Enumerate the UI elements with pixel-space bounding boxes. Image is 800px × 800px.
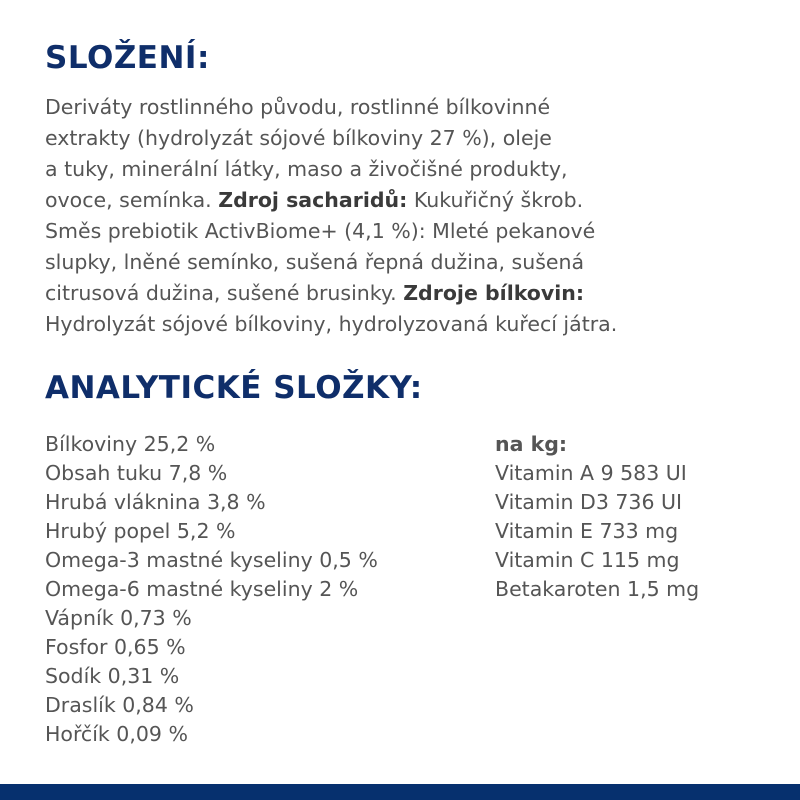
analytical-item: Vápník 0,73 % bbox=[45, 606, 192, 630]
composition-line bbox=[45, 123, 785, 154]
vitamin-item: Betakaroten 1,5 mg bbox=[495, 577, 700, 601]
analytical-list-left bbox=[45, 430, 378, 749]
per-kg-subtitle: na kg: bbox=[495, 432, 568, 456]
composition-paragraph bbox=[45, 92, 785, 340]
text-segment: citrusová dužina, sušené brusinky. bbox=[45, 281, 404, 305]
composition-heading: SLOŽENÍ: bbox=[45, 40, 210, 76]
analytical-item: Bílkoviny 25,2 % bbox=[45, 432, 216, 456]
composition-line bbox=[45, 154, 785, 185]
carbohydrate-source-label: Zdroj sacharidů: bbox=[218, 188, 408, 212]
composition-line bbox=[45, 216, 785, 247]
text-segment: ovoce, semínka. bbox=[45, 188, 219, 212]
vitamin-item: Vitamin E 733 mg bbox=[495, 519, 679, 543]
text-segment: Hydrolyzát sójové bílkoviny, hydrolyzovaná kuřecí játra. bbox=[45, 312, 618, 336]
analytical-item: Fosfor 0,65 % bbox=[45, 635, 186, 659]
protein-source-label: Zdroje bílkovin: bbox=[403, 281, 585, 305]
text-segment: a tuky, minerální látky, maso a živočišné produkty, bbox=[45, 157, 568, 181]
analytical-item: Hrubá vláknina 3,8 % bbox=[45, 490, 266, 514]
vitamin-item: Vitamin A 9 583 UI bbox=[495, 461, 687, 485]
analytical-item: Hořčík 0,09 % bbox=[45, 722, 188, 746]
analytical-item: Omega-3 mastné kyseliny 0,5 % bbox=[45, 548, 378, 572]
vitamins-list bbox=[495, 430, 699, 604]
vitamin-item: Vitamin C 115 mg bbox=[495, 548, 680, 572]
text-segment: slupky, lněné semínko, sušená řepná dužina, sušená bbox=[45, 250, 585, 274]
composition-line bbox=[45, 278, 785, 309]
composition-line bbox=[45, 92, 785, 123]
text-segment: Směs prebiotik ActivBiome+ (4,1 %): Mleté pekanové bbox=[45, 219, 596, 243]
composition-line bbox=[45, 185, 785, 216]
analytical-item: Omega-6 mastné kyseliny 2 % bbox=[45, 577, 359, 601]
analytical-item: Sodík 0,31 % bbox=[45, 664, 180, 688]
analytical-item: Draslík 0,84 % bbox=[45, 693, 194, 717]
text-segment: Kukuřičný škrob. bbox=[407, 188, 584, 212]
composition-line bbox=[45, 247, 785, 278]
composition-line bbox=[45, 309, 785, 340]
analytical-item: Hrubý popel 5,2 % bbox=[45, 519, 236, 543]
analytical-item: Obsah tuku 7,8 % bbox=[45, 461, 228, 485]
text-segment: Deriváty rostlinného původu, rostlinné bílkovinné bbox=[45, 95, 551, 119]
text-segment: extrakty (hydrolyzát sójové bílkoviny 27 %), oleje bbox=[45, 126, 552, 150]
vitamin-item: Vitamin D3 736 UI bbox=[495, 490, 683, 514]
analytical-heading: ANALYTICKÉ SLOŽKY: bbox=[45, 370, 423, 406]
footer-bar bbox=[0, 784, 800, 800]
